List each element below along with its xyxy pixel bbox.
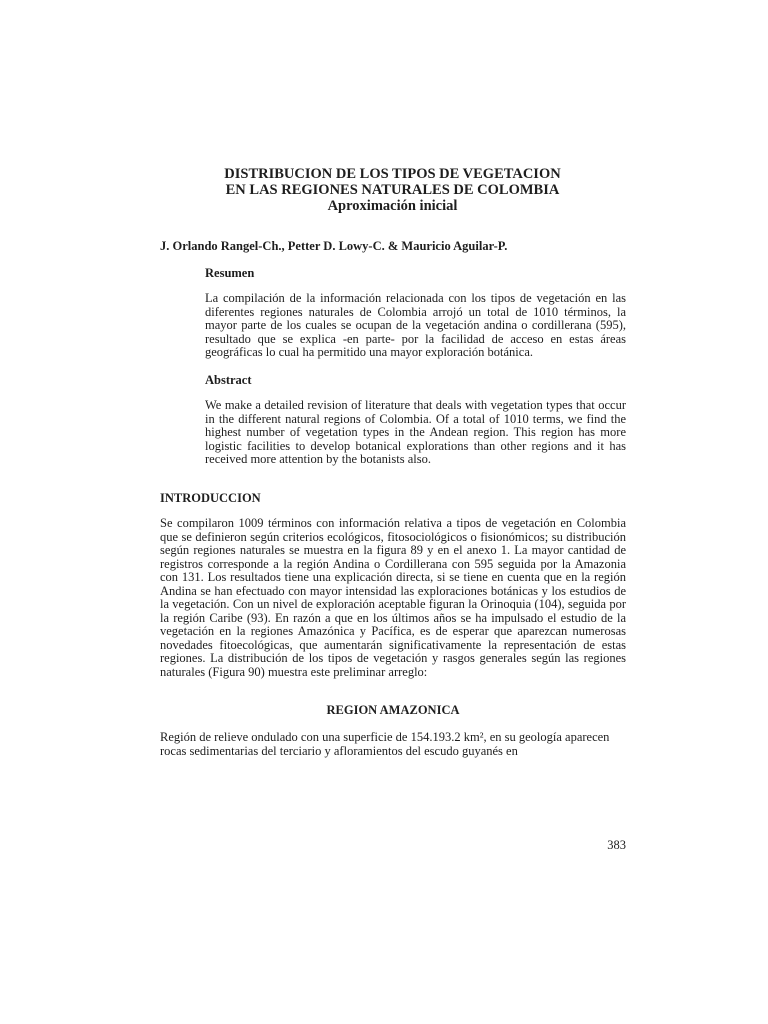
region-amazonica-heading: REGION AMAZONICA [326, 703, 460, 717]
title-subtitle: Aproximación inicial [327, 198, 458, 214]
page-number: 383 [607, 838, 626, 852]
title-line-2: EN LAS REGIONES NATURALES DE COLOMBIA [225, 182, 560, 198]
abstract-heading: Abstract [205, 373, 252, 387]
introduccion-text: Se compilaron 1009 términos con información relativa a tipos de vegetación en Colombia que se definieron según criterios ecológicos, fitosociológicos o fisionómicos; su distribución según regiones naturales se muestra en la figura 89 y en el anexo 1. La mayor cantidad de registros corresponde a la región Andina o Cordillerana con 595 seguida por la Amazonia con 131. Los resultados tiene una explicación directa, si se tiene en cuenta que en la región Andina se han efectuado con mayor intensidad las exploraciones botánicas y los estudios de la vegetación. Con un nivel de exploración aceptable figuran la Orinoquia (104), seguida por la región Caribe (93). En razón a que en los últimos años se ha impulsado el estudio de la vegetación en la regiones Amazónica y Pacífica, es de esperar que aparezcan numerosas novedades fitoecológicas, que aumentarán significativamente la representación de estas regiones. La distribución de los tipos de vegetación y rasgos generales según las regiones naturales (Figura 90) muestra este preliminar arreglo: [160, 516, 626, 679]
authors: J. Orlando Rangel-Ch., Petter D. Lowy-C. & Mauricio Aguilar-P. [160, 239, 508, 253]
introduccion-heading: INTRODUCCION [160, 491, 261, 505]
title-line-1: DISTRIBUCION DE LOS TIPOS DE VEGETACION [224, 166, 561, 182]
abstract-text: We make a detailed revision of literature that deals with vegetation types that occur in the different natural regions of Colombia. Of a total of 1010 terms, we find the highest number of vegetation types in the Andean region. This region has more logistic facilities to develop botanical explorations than other regions and it has received more attention by the botanists also. [205, 398, 626, 466]
region-amazonica-text: Región de relieve ondulado con una superficie de 154.193.2 km², en su geología aparecen rocas sedimentarias del terciario y afloramientos del escudo guyanés en [160, 730, 610, 758]
resumen-text: La compilación de la información relacionada con los tipos de vegetación en las diferentes regiones naturales de Colombia arrojó un total de 1010 términos, la mayor parte de los cuales se ocupan de la vegetación andina o cordillerana (595), resultado que se explica -en parte- por la facilidad de acceso en estas áreas geográficas lo cual ha permitido una mayor exploración botánica. [205, 291, 626, 359]
paper-title [160, 166, 625, 214]
resumen-heading: Resumen [205, 266, 255, 280]
